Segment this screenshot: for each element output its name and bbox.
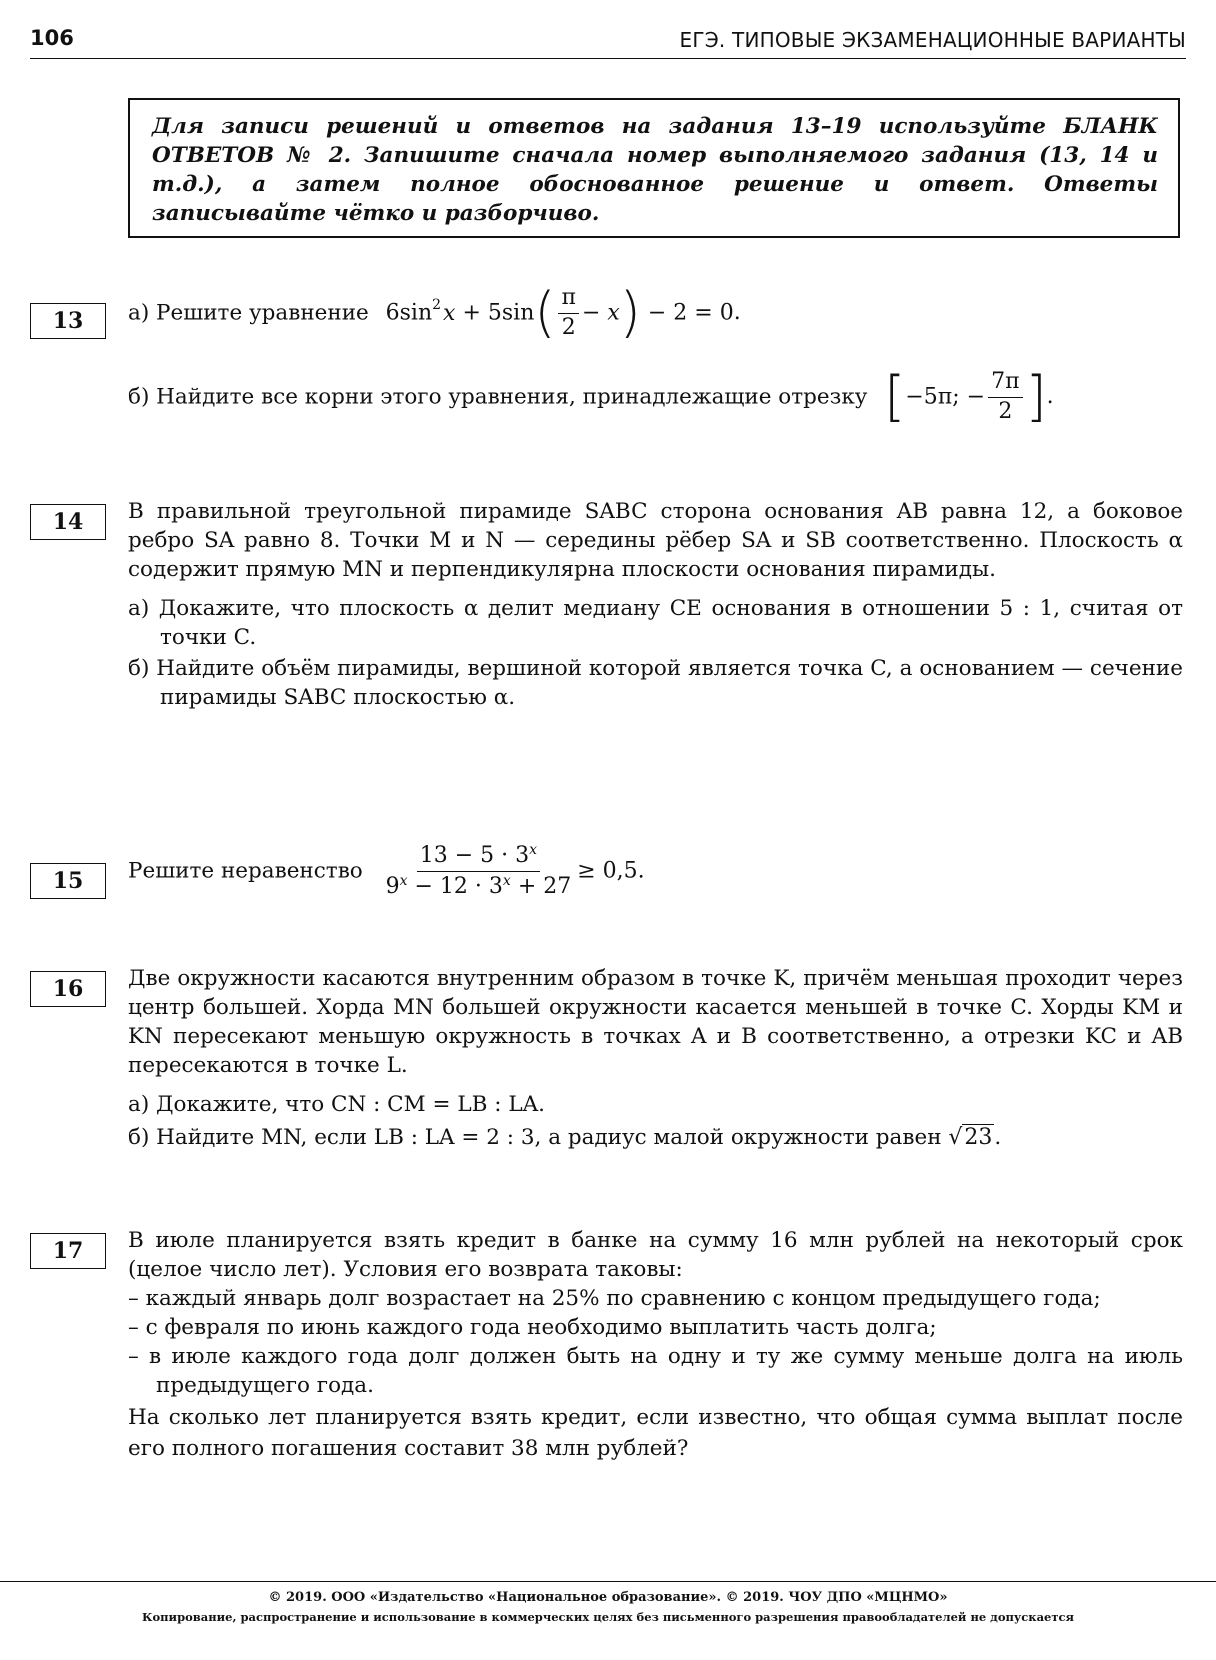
task-17-intro: В июле планируется взять кредит в банке на сумму 16 млн рублей на некоторый срок (целое число лет). Условия его возврата таковы: bbox=[128, 1228, 1183, 1282]
minus-x: − x bbox=[581, 300, 620, 326]
frac-numerator bbox=[417, 843, 540, 872]
task-16-part-b bbox=[128, 1123, 1183, 1152]
task-17-number: 17 bbox=[30, 1233, 106, 1269]
task-13-b-interval: [−5π; − $\frac{7\pi}{2}$ ]. bbox=[884, 365, 1054, 428]
task-15-number: 15 bbox=[30, 863, 106, 899]
task-17-question: На сколько лет планируется взять кредит, если известно, что общая сумма выплат после его полного погашения составит 38 млн рублей? bbox=[128, 1405, 1183, 1461]
footer-rule bbox=[0, 1581, 1216, 1582]
frac-num: 7π bbox=[988, 370, 1022, 397]
task-17-condition-3: – в июле каждого года долг должен быть на одну и ту же сумму меньше долга на июль предыдущего года. bbox=[128, 1344, 1183, 1398]
interval-left: −5π; − bbox=[905, 384, 986, 410]
left-paren: ( bbox=[534, 281, 556, 344]
frac-den: 2 bbox=[998, 398, 1013, 424]
inequality-tail: ≥ 0,5. bbox=[577, 858, 645, 884]
task-17-condition-1: – каждый январь долг возрастает на 25% по сравнению с концом предыдущего года; bbox=[128, 1286, 1101, 1311]
numerator-exponent: x bbox=[529, 842, 538, 858]
pi-over-two bbox=[558, 286, 578, 339]
task-13-a-prefix: а) Решите уравнение bbox=[128, 300, 369, 326]
task-14-part-a: а) Докажите, что плоскость α делит медиану CE основания в отношении 5 : 1, считая от точки C. bbox=[128, 596, 1183, 650]
sin-term: 6sin bbox=[385, 300, 433, 326]
task-17-text bbox=[128, 1226, 1183, 1464]
page-number: 106 bbox=[30, 26, 74, 50]
footer-copyright: © 2019. ООО «Издательство «Национальное образование». © 2019. ЧОУ ДПО «МЦНМО» bbox=[268, 1590, 948, 1605]
task-13-number: 13 bbox=[30, 303, 106, 339]
sqrt-23: √23 bbox=[948, 1125, 993, 1150]
den-exponent-1: x bbox=[399, 872, 408, 889]
den-exponent-2: x bbox=[502, 872, 511, 889]
task-14-text bbox=[128, 497, 1183, 712]
variable-x: x bbox=[443, 300, 456, 326]
seven-pi-over-two bbox=[988, 370, 1022, 423]
task-13-a-equation: $6\sin^2x + 5\sin$( $\frac{\pi}{2}$ − x) − 2 = 0. bbox=[385, 281, 741, 344]
left-bracket: [ bbox=[884, 365, 906, 428]
task-15-inequality bbox=[128, 843, 645, 899]
part-b-text: б) Найдите MN, если LB : LA = 2 : 3, а радиус малой окружности равен bbox=[128, 1125, 942, 1150]
task-14-part-b: б) Найдите объём пирамиды, вершиной которой является точка C, а основанием — сечение пирамиды SABC плоскостью α. bbox=[128, 656, 1183, 710]
plus-sin: + 5sin bbox=[462, 300, 535, 326]
right-bracket: ] bbox=[1025, 365, 1047, 428]
header-rule bbox=[30, 58, 1186, 59]
task-16-statement: Две окружности касаются внутренним образом в точке K, причём меньшая проходит через центр большей. Хорда MN большей окружности касается меньшей в точке C. Хорды KM и KN пересекают меньшую окружность в точках A и B соответственно, а отрезки KC и AB пересекаются в точке L. bbox=[128, 966, 1183, 1078]
den-part-c: + 27 bbox=[517, 873, 572, 899]
task-16-part-a: а) Докажите, что CN : CM = LB : LA. bbox=[128, 1092, 545, 1117]
instructions-box: Для записи решений и ответов на задания 13–19 используйте БЛАНК ОТВЕТОВ № 2. Запишите сначала номер выполняемого задания (13, 14 и т.д.), а затем полное обоснованное решение и ответ. Ответы записывайте чётко и разборчиво. bbox=[128, 98, 1180, 238]
exponent: 2 bbox=[432, 297, 442, 313]
task-16-text bbox=[128, 964, 1183, 1152]
equation-tail: − 2 = 0 bbox=[647, 300, 734, 326]
task-14-number: 14 bbox=[30, 504, 106, 540]
task-14-statement: В правильной треугольной пирамиде SABC сторона основания AB равна 12, а боковое ребро SA равно 8. Точки M и N — середины рёбер SA и SB соответственно. Плоскость α содержит прямую MN и перпендикулярна плоскости основания пирамиды. bbox=[128, 499, 1183, 582]
inequality-fraction bbox=[383, 843, 575, 899]
task-13-part-b bbox=[128, 365, 1054, 428]
radicand: 23 bbox=[964, 1125, 993, 1150]
frac-denominator bbox=[383, 872, 575, 900]
frac-den: 2 bbox=[561, 314, 576, 340]
task-17-condition-2: – с февраля по июнь каждого года необходимо выплатить часть долга; bbox=[128, 1315, 937, 1340]
task-13-b-prefix: б) Найдите все корни этого уравнения, принадлежащие отрезку bbox=[128, 384, 868, 410]
task-13-part-a bbox=[128, 281, 741, 344]
task-16-number: 16 bbox=[30, 971, 106, 1007]
den-part-b: − 12 · 3 bbox=[414, 873, 503, 899]
frac-num: π bbox=[558, 286, 578, 313]
task-15-prefix: Решите неравенство bbox=[128, 858, 363, 884]
running-title: ЕГЭ. ТИПОВЫЕ ЭКЗАМЕНАЦИОННЫЕ ВАРИАНТЫ bbox=[679, 28, 1186, 52]
footer-notice: Копирование, распространение и использование в коммерческих целях без письменного разрешения правообладателей не допускается bbox=[141, 1610, 1074, 1624]
numerator-text: 13 − 5 · 3 bbox=[419, 843, 530, 869]
den-part-a: 9 bbox=[385, 873, 400, 899]
part-b-tail: . bbox=[994, 1125, 1002, 1150]
right-paren: ) bbox=[619, 281, 641, 344]
